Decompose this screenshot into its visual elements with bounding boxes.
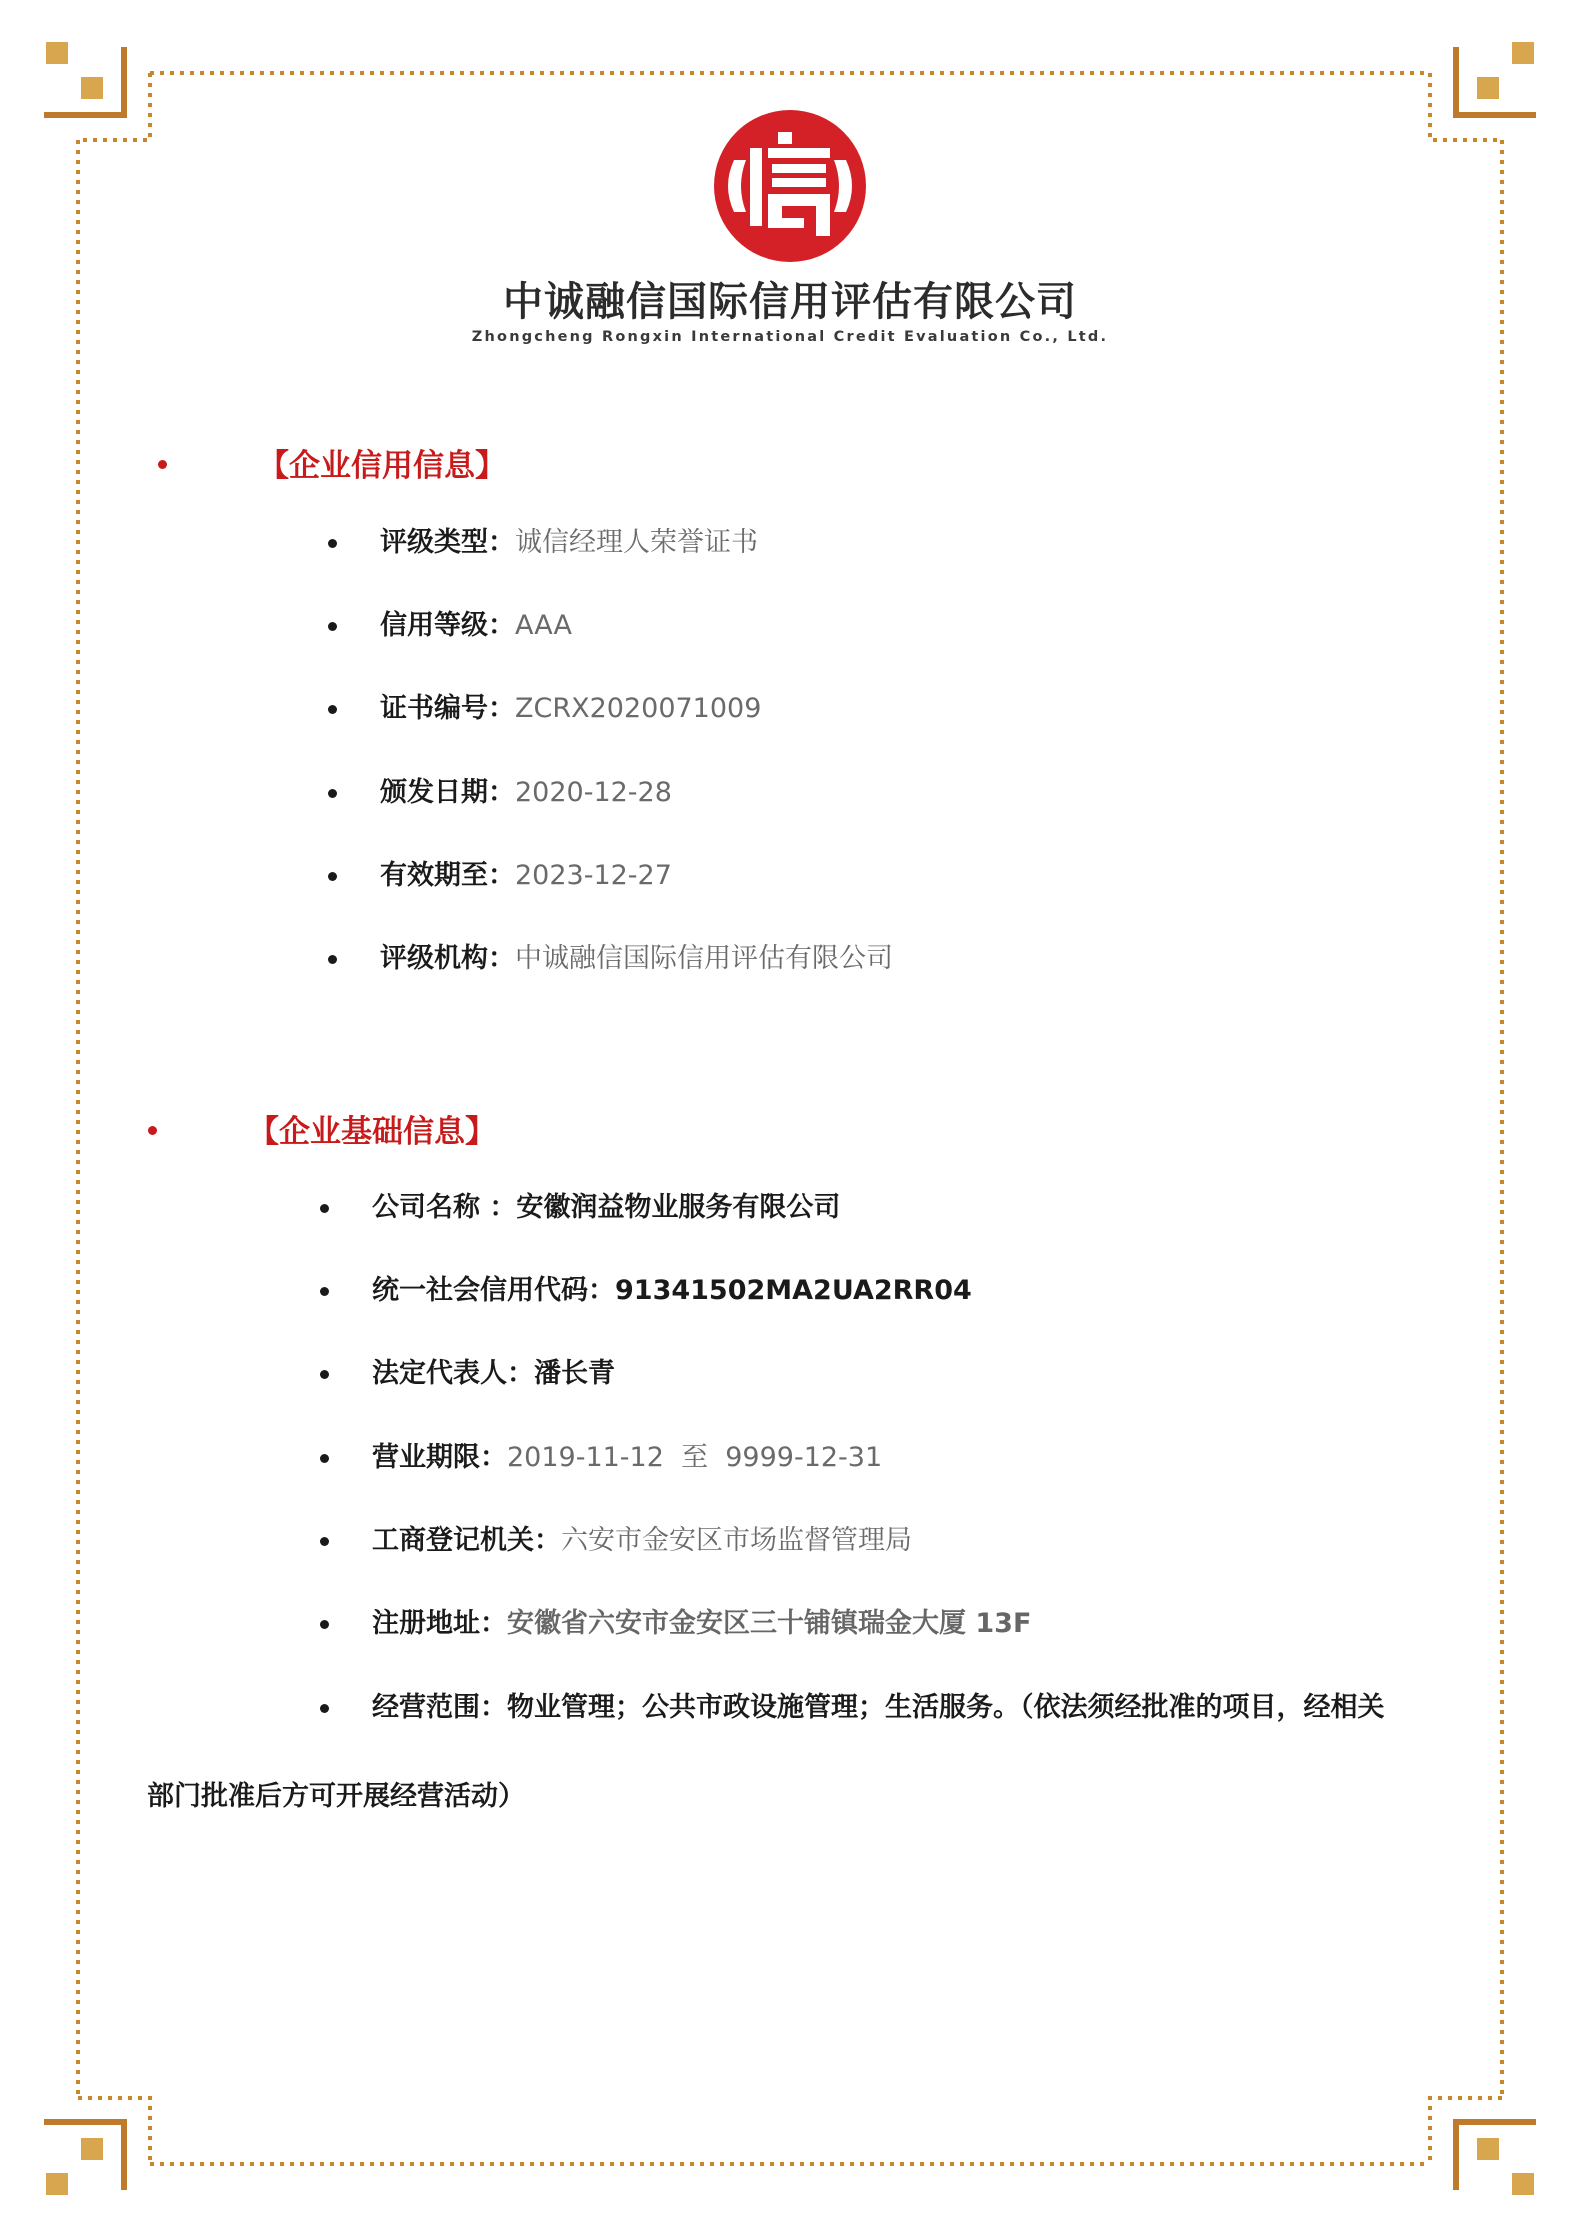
credit-item — [380, 692, 761, 726]
basic-item-value: 物业管理；公共市政设施管理；生活服务。（依法须经批准的项目，经相关 — [507, 1692, 1385, 1723]
basic-item-label: 营业期限： — [372, 1442, 507, 1473]
credit-section-heading — [258, 440, 506, 485]
credit-item — [380, 859, 672, 893]
credit-item-label: 信用等级： — [380, 610, 515, 641]
basic-item — [372, 1691, 1385, 1725]
basic-item-label: 经营范围： — [372, 1692, 507, 1723]
business-scope-continuation: 部门批准后方可开展经营活动） — [147, 1781, 525, 1812]
basic-section-heading — [248, 1106, 496, 1151]
company-header — [0, 108, 1580, 345]
list-bullet — [320, 1370, 329, 1379]
list-bullet — [328, 872, 337, 881]
basic-item-value: 安徽省六安市金安区三十铺镇瑞金大厦 13F — [507, 1608, 1032, 1639]
basic-item-value: 91341502MA2UA2RR04 — [615, 1275, 972, 1306]
credit-item-label: 颁发日期： — [380, 777, 515, 808]
list-bullet — [320, 1537, 329, 1546]
section-bullet — [148, 1126, 157, 1135]
basic-item-value: 2019-11-12 至 9999-12-31 — [507, 1442, 883, 1473]
list-bullet — [320, 1287, 329, 1296]
basic-section-title: 【企业基础信息】 — [248, 1114, 496, 1150]
basic-item-value: 六安市金安区市场监督管理局 — [561, 1525, 912, 1556]
company-name-cn: 中诚融信国际信用评估有限公司 — [503, 279, 1077, 325]
basic-item-label: 公司名称 ： — [372, 1192, 517, 1223]
credit-item-value: AAA — [515, 610, 572, 641]
credit-item-label: 证书编号： — [380, 693, 515, 724]
basic-item — [372, 1524, 912, 1558]
list-bullet — [328, 789, 337, 798]
credit-item-label: 评级类型： — [380, 527, 515, 558]
credit-item — [380, 942, 893, 976]
credit-item-label: 评级机构： — [380, 943, 515, 974]
credit-item-value: 诚信经理人荣誉证书 — [515, 527, 758, 558]
credit-item-value: 2023-12-27 — [515, 860, 672, 891]
credit-item — [380, 609, 572, 643]
basic-item — [372, 1191, 840, 1225]
credit-section-title: 【企业信用信息】 — [258, 448, 506, 484]
company-logo-icon — [712, 108, 868, 264]
credit-item — [380, 526, 758, 560]
list-bullet — [328, 622, 337, 631]
section-bullet — [158, 460, 167, 469]
basic-item-value: 安徽润益物业服务有限公司 — [516, 1192, 841, 1223]
list-bullet — [320, 1454, 329, 1463]
basic-item-value: 潘长青 — [534, 1358, 615, 1389]
basic-item-label: 法定代表人： — [372, 1358, 534, 1389]
credit-item-value: ZCRX2020071009 — [515, 693, 762, 724]
basic-item-label: 注册地址： — [372, 1608, 507, 1639]
list-bullet — [320, 1704, 329, 1713]
credit-item-value: 2020-12-28 — [515, 777, 672, 808]
list-bullet — [328, 705, 337, 714]
list-bullet — [320, 1204, 329, 1213]
list-bullet — [320, 1620, 329, 1629]
list-bullet — [328, 539, 337, 548]
basic-item — [372, 1441, 882, 1475]
credit-item-label: 有效期至： — [380, 860, 515, 891]
credit-item — [380, 776, 672, 810]
list-bullet — [328, 955, 337, 964]
credit-item-value: 中诚融信国际信用评估有限公司 — [515, 943, 893, 974]
company-name-en: Zhongcheng Rongxin International Credit Evaluation Co., Ltd. — [471, 329, 1109, 345]
basic-item — [372, 1274, 972, 1308]
basic-item — [372, 1357, 615, 1391]
basic-item-label: 统一社会信用代码： — [372, 1275, 615, 1306]
basic-item-label: 工商登记机关： — [372, 1525, 561, 1556]
basic-item — [372, 1607, 1031, 1641]
